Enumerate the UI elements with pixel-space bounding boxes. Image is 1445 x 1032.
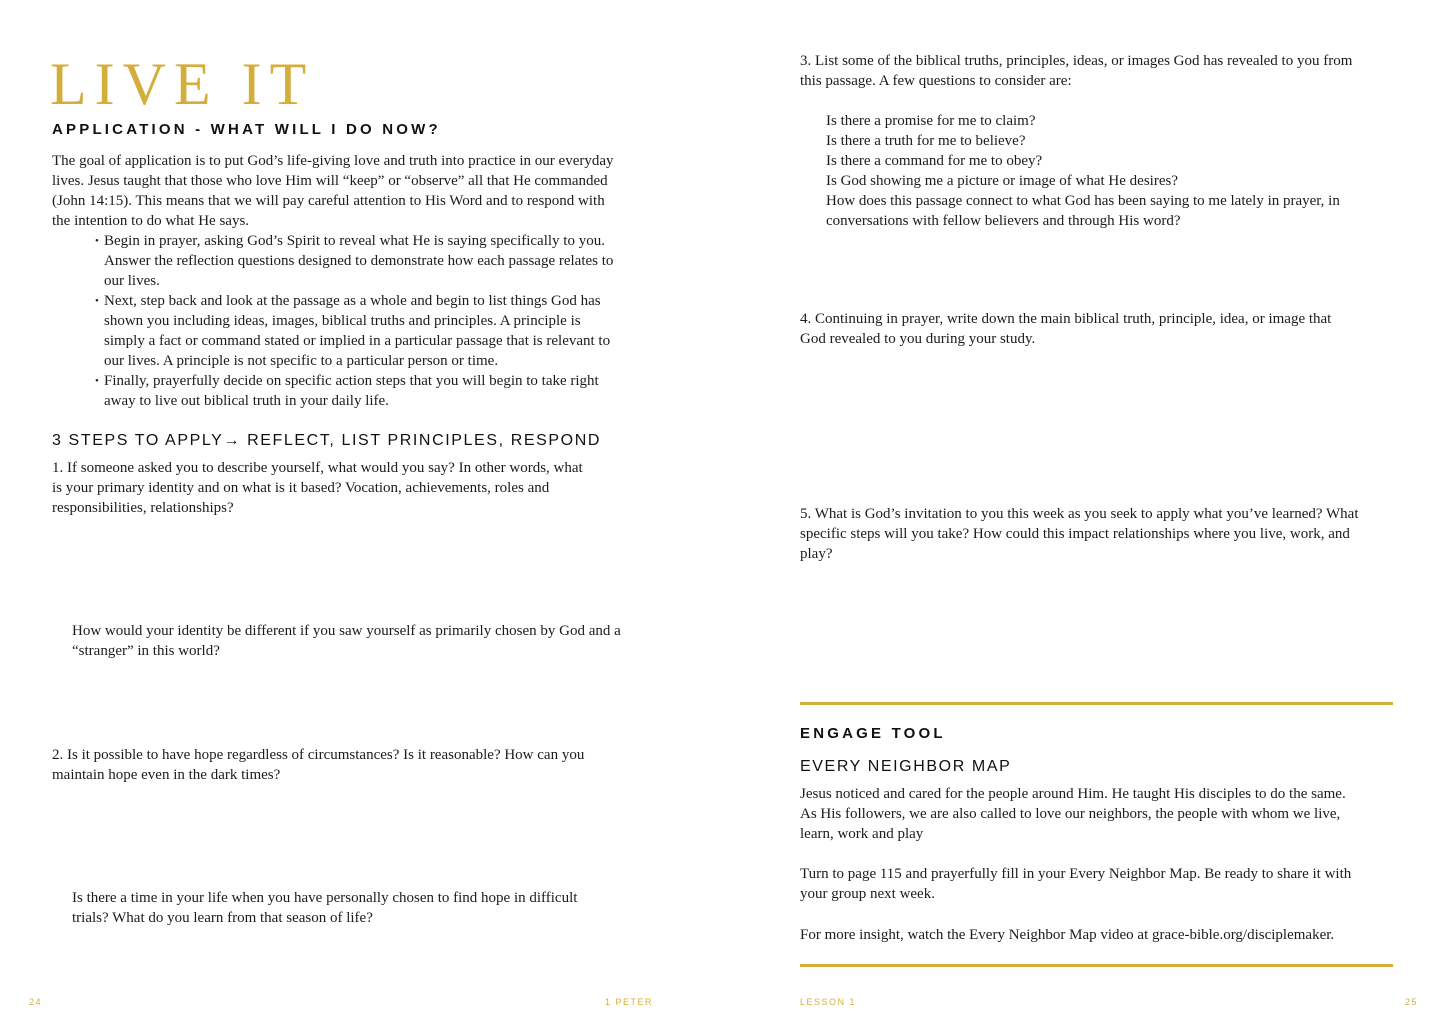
question-1: 1. If someone asked you to describe yourself, what would you say? In other words, what is your primary identity and on what is it based? Vocation, achievements, roles and responsibilities, relationships? [52,460,583,516]
question-4: 4. Continuing in prayer, write down the main biblical truth, principle, idea, or image that God revealed to you during your study. [800,311,1332,347]
footer-lesson: LESSON 1 [800,997,857,1007]
footer-page-number-right: 25 [1405,997,1419,1007]
application-steps-list [96,231,666,411]
footer-page-number-left: 24 [29,997,43,1007]
engage-paragraph-3: For more insight, watch the Every Neighbor Map video at grace-bible.org/disciplemaker. [800,927,1335,943]
intro-line: (John 14:15). This means that we will pay careful attention to His Word and to respond with [52,193,605,209]
steps-heading: 3 STEPS TO APPLY→ REFLECT, LIST PRINCIPLES, RESPOND [52,432,602,449]
list-item: • Next, step back and look at the passage as a whole and begin to list things God has shown you including ideas, images, biblical truths and principles. A principle is simply a fact or command stated or implied in a particular passage that is relevant to our lives. A principle is not specific to a particular person or time. [96,291,666,371]
intro-line: lives. Jesus taught that those who love Him will “keep” or “observe” all that He commanded [52,173,608,189]
engage-paragraph-1: Jesus noticed and cared for the people around Him. He taught His disciples to do the same. As His followers, we are also called to love our neighbors, the people with whom we live, learn, work and play [800,786,1346,842]
intro-line: the intention to do what He says. [52,213,250,229]
list-item: • Finally, prayerfully decide on specific action steps that you will begin to take right away to live out biblical truth in your daily life. [96,371,666,411]
engage-tool-heading: ENGAGE TOOL [800,725,946,742]
question-3-prompts: Is there a promise for me to claim? Is there a truth for me to believe? Is there a command for me to obey? Is God showing me a picture or image of what He desires? How does this passage connect to what God has been saying to me lately in prayer, in conversations with fellow believers and through His word? [826,113,1340,229]
application-intro [52,151,672,231]
list-item: • Begin in prayer, asking God’s Spirit to reveal what He is saying specifically to you. Answer the reflection questions designed to demonstrate how each passage relates to our lives. [96,231,666,291]
question-2: 2. Is it possible to have hope regardless of circumstances? Is it reasonable? How can you maintain hope even in the dark times? [52,747,585,783]
engage-tool-subheading: EVERY NEIGHBOR MAP [800,758,1012,775]
question-2-followup: Is there a time in your life when you have personally chosen to find hope in difficult trials? What do you learn from that season of life? [72,890,578,926]
question-3: 3. List some of the biblical truths, principles, ideas, or images God has revealed to you from this passage. A few questions to consider are: [800,53,1353,89]
divider-top [800,702,1393,705]
question-1-followup: How would your identity be different if you saw yourself as primarily chosen by God and a “stranger” in this world? [72,623,621,659]
application-heading: APPLICATION - WHAT WILL I DO NOW? [52,121,441,138]
question-5: 5. What is God’s invitation to you this week as you seek to apply what you’ve learned? What specific steps will you take? How could this impact relationships where you live, work, and play? [800,506,1359,562]
engage-paragraph-2: Turn to page 115 and prayerfully fill in your Every Neighbor Map. Be ready to share it with your group next week. [800,866,1352,902]
footer-book-title: 1 PETER [605,997,654,1007]
intro-line: The goal of application is to put God’s life-giving love and truth into practice in our everyday [52,153,614,169]
divider-bottom [800,964,1393,967]
page-title: LIVE IT [50,51,315,117]
